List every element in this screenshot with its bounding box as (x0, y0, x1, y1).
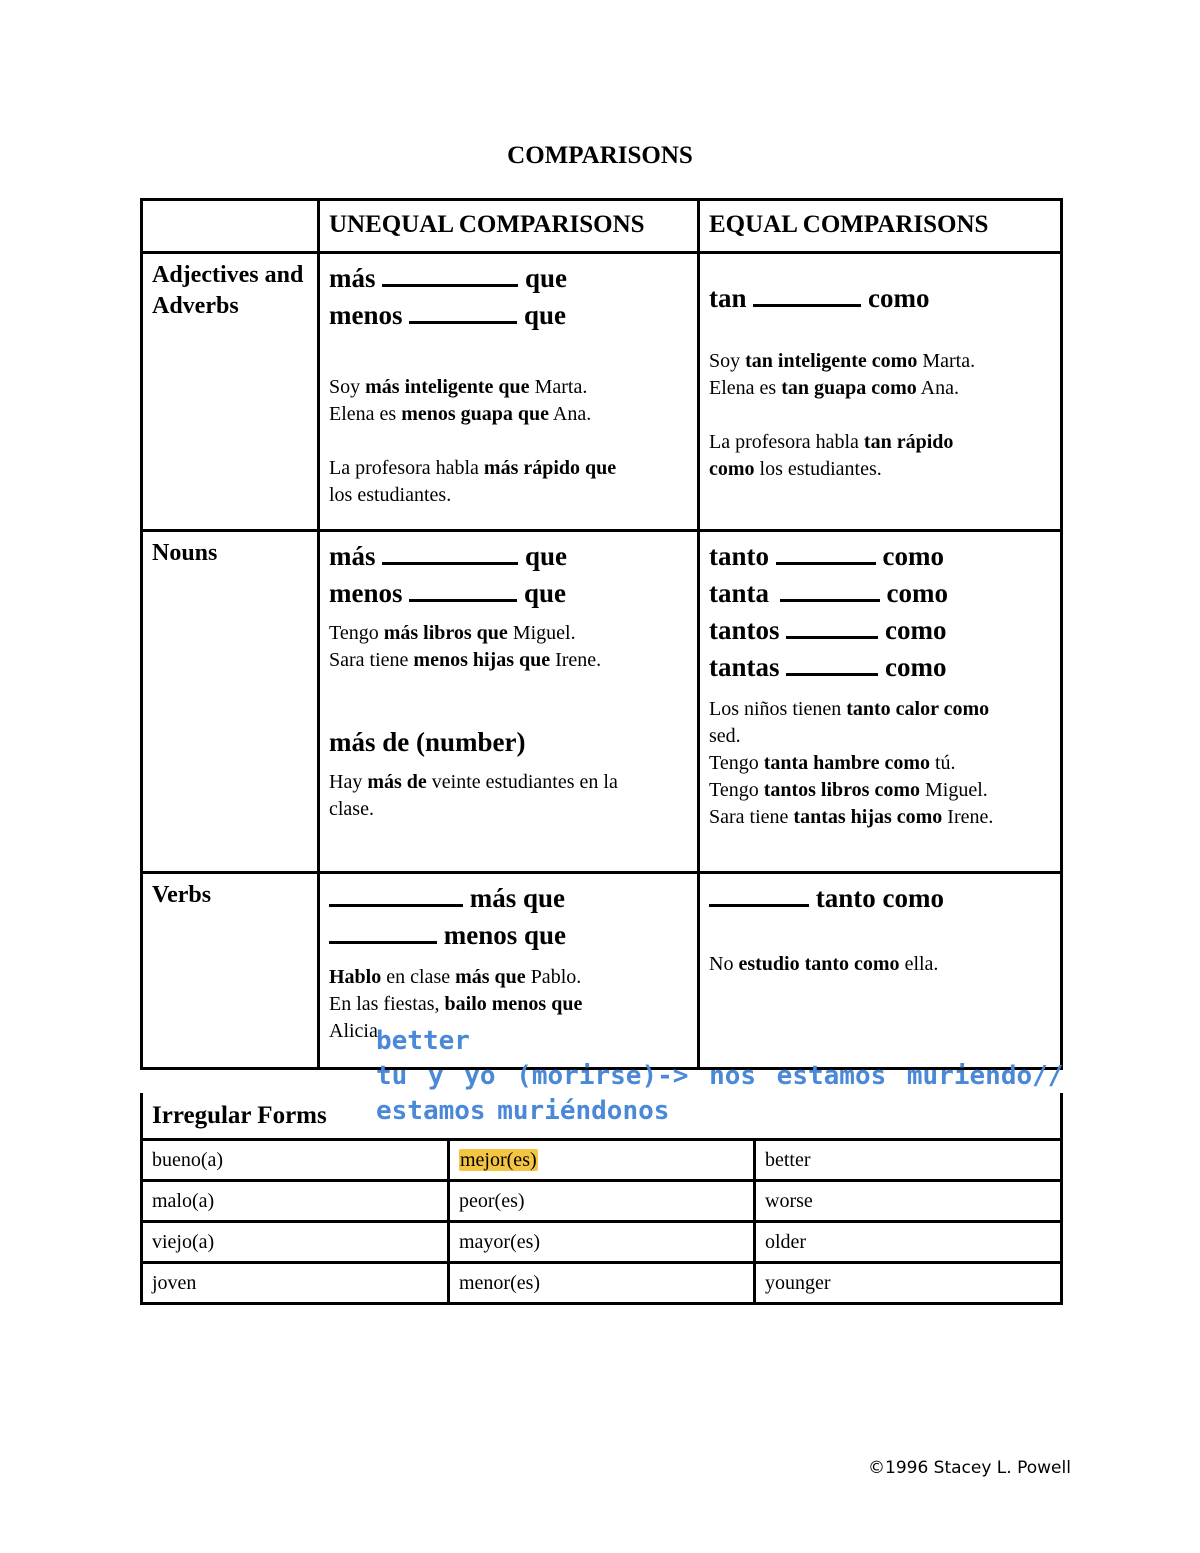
example-line (709, 375, 1051, 402)
pattern-mas-de: más de (number) (329, 727, 526, 757)
example-line (329, 401, 688, 428)
blank-line (382, 263, 518, 287)
pattern-line (709, 880, 1051, 917)
example-line (709, 723, 1051, 750)
example-text: clase. (329, 798, 374, 820)
handwritten-note-line2: tu y yo (morirse)-> nos estamos muriendo// (376, 1061, 1064, 1091)
pattern-word: menos (329, 578, 403, 608)
example-line (709, 348, 1051, 375)
table-cell: younger (755, 1263, 1062, 1304)
pattern-word: más que (469, 883, 566, 913)
example-text: Hay (329, 771, 368, 793)
example-line (329, 374, 688, 401)
pattern-word: como (882, 541, 944, 571)
example-bold-text: más libros que (383, 622, 508, 644)
row-label-verbs: Verbs (142, 873, 319, 1069)
example-text: Soy (329, 376, 366, 398)
cell-verbs-equal (699, 873, 1062, 1069)
example-bold-text: bailo menos que (444, 993, 583, 1015)
handwritten-note-line3: estamos muriéndonos (376, 1096, 670, 1126)
pattern-line (329, 260, 688, 297)
example-bold-text: más rápido que (483, 457, 617, 479)
example-text: En las fiestas, (329, 993, 445, 1015)
table-row (142, 1140, 1062, 1181)
pattern-word: tan (709, 283, 747, 313)
cell-adjectives-equal (699, 253, 1062, 531)
example-text: Miguel. (920, 779, 988, 801)
header-empty-cell (142, 200, 319, 253)
table-cell: malo(a) (142, 1181, 449, 1222)
example-bold-text: tan inteligente como (745, 350, 918, 372)
example-bold-text: menos guapa que (401, 403, 549, 425)
page-title: COMPARISONS (507, 142, 693, 169)
table-cell: worse (755, 1181, 1062, 1222)
example-text: Ana. (549, 403, 592, 425)
pattern-word: como (868, 283, 930, 313)
table-row (142, 1181, 1062, 1222)
example-text: Elena es (709, 377, 782, 399)
examples (709, 348, 1051, 483)
row-verbs (142, 873, 1062, 1069)
table-cell: better (755, 1140, 1062, 1181)
pattern-line (709, 280, 1051, 317)
example-bold-text: tanta hambre como (763, 752, 930, 774)
cell-nouns-unequal (319, 531, 699, 873)
copyright: ©1996 Stacey L. Powell (868, 1458, 1071, 1478)
example-text: ella. (899, 953, 939, 975)
header-equal: EQUAL COMPARISONS (699, 200, 1062, 253)
example-text: Sara tiene (709, 806, 794, 828)
examples (329, 374, 688, 509)
example-bold-text: menos hijas que (413, 649, 551, 671)
table-cell: viejo(a) (142, 1222, 449, 1263)
example-text: veinte estudiantes en la (426, 771, 618, 793)
example-text: Miguel. (507, 622, 576, 644)
example-text: los estudiantes. (754, 458, 882, 480)
example-line (329, 964, 688, 991)
header-row (142, 200, 1062, 253)
example-line (329, 769, 688, 796)
example-line (329, 428, 688, 455)
example-bold-text: tan guapa como (781, 377, 917, 399)
pattern-word: que (525, 263, 568, 293)
table-cell: peor(es) (449, 1181, 755, 1222)
pattern-word: más (329, 263, 376, 293)
example-bold-text: como (709, 458, 755, 480)
examples (709, 696, 1051, 831)
example-text: Ana. (916, 377, 959, 399)
blank-line (382, 541, 518, 565)
example-bold-text: Hablo (329, 966, 382, 988)
row-label-nouns: Nouns (142, 531, 319, 873)
example-line (329, 991, 688, 1018)
blank-line (409, 578, 517, 602)
handwritten-note-better: better (376, 1026, 470, 1056)
example-text: Tengo (709, 752, 764, 774)
pattern-line (329, 880, 688, 917)
example-line (329, 455, 688, 482)
examples (329, 620, 688, 674)
pattern-line (709, 612, 1051, 649)
example-line (709, 804, 1051, 831)
example-text: sed. (709, 725, 741, 747)
row-label-adjectives: Adjectives and Adverbs (142, 253, 319, 531)
example-text: No (709, 953, 739, 975)
example-text: Tengo (329, 622, 384, 644)
example-text: Marta. (917, 350, 976, 372)
row-adjectives (142, 253, 1062, 531)
example-bold-text: tantas hijas como (793, 806, 943, 828)
example-bold-text: tan rápido (863, 431, 954, 453)
example-text: Los niños tienen (709, 698, 847, 720)
example-text: Irene. (550, 649, 602, 671)
example-line (709, 750, 1051, 777)
pattern-word: más (329, 541, 376, 571)
blank-line (776, 541, 876, 565)
table-cell: bueno(a) (142, 1140, 449, 1181)
example-text: Alicia. (329, 1020, 383, 1042)
example-line (329, 796, 688, 823)
examples (709, 951, 1051, 978)
example-line (709, 456, 1051, 483)
highlighted-text: mejor(es) (460, 1148, 537, 1171)
example-text: Irene. (942, 806, 994, 828)
example-line (709, 951, 1051, 978)
example-line (709, 777, 1051, 804)
example-text: Soy (709, 350, 746, 372)
pattern-word: menos (329, 300, 403, 330)
pattern-word: que (525, 541, 568, 571)
table-cell: menor(es) (449, 1263, 755, 1304)
example-line (709, 402, 1051, 429)
row-nouns (142, 531, 1062, 873)
example-line (329, 647, 688, 674)
example-bold-text: tantos libros como (763, 779, 921, 801)
pattern-word: que (524, 578, 567, 608)
table-cell: older (755, 1222, 1062, 1263)
example-bold-text: tanto calor como (846, 698, 990, 720)
irregular-title: Irregular Forms (142, 1093, 1062, 1140)
example-text: Marta. (529, 376, 588, 398)
table-cell: mayor(es) (449, 1222, 755, 1263)
blank-line (786, 652, 878, 676)
example-bold-text: más inteligente que (365, 376, 530, 398)
pattern-line (329, 538, 688, 575)
pattern-line (709, 538, 1051, 575)
pattern-word: como (885, 652, 947, 682)
example-bold-text: más que (455, 966, 526, 988)
pattern-word: tanto (709, 541, 769, 571)
table-cell: joven (142, 1263, 449, 1304)
table-cell (449, 1140, 755, 1181)
pattern-line (329, 575, 688, 612)
comparisons-table (140, 198, 1063, 1070)
example-text: La profesora habla (709, 431, 864, 453)
header-unequal: UNEQUAL COMPARISONS (319, 200, 699, 253)
examples (329, 769, 688, 823)
pattern-word: tanta (709, 578, 769, 608)
pattern-line (329, 917, 688, 954)
pattern-word: tantas (709, 652, 780, 682)
pattern-line (329, 297, 688, 334)
example-line (709, 696, 1051, 723)
example-text: Pablo. (525, 966, 582, 988)
table-row (142, 1222, 1062, 1263)
example-line (329, 482, 688, 509)
example-line (709, 429, 1051, 456)
pattern-line (709, 649, 1051, 686)
blank-line (329, 920, 437, 944)
pattern-word: como (886, 578, 948, 608)
pattern-word: menos que (443, 920, 567, 950)
example-text: La profesora habla (329, 457, 484, 479)
example-text: Elena es (329, 403, 402, 425)
blank-line (780, 578, 880, 602)
example-line (329, 620, 688, 647)
example-bold-text: estudio tanto como (738, 953, 900, 975)
example-bold-text: más de (367, 771, 427, 793)
pattern-word: como (885, 615, 947, 645)
example-text: tú. (929, 752, 956, 774)
blank-line (409, 300, 517, 324)
cell-adjectives-unequal (319, 253, 699, 531)
blank-line (709, 883, 809, 907)
blank-line (753, 283, 861, 307)
blank-line (786, 615, 878, 639)
blank-line (329, 883, 463, 907)
pattern-word: tantos (709, 615, 780, 645)
example-text: Tengo (709, 779, 764, 801)
cell-nouns-equal (699, 531, 1062, 873)
pattern-word: tanto como (815, 883, 944, 913)
example-text: Sara tiene (329, 649, 414, 671)
table-row (142, 1263, 1062, 1304)
example-text: en clase (381, 966, 456, 988)
example-text: los estudiantes. (329, 484, 452, 506)
pattern-word: que (524, 300, 567, 330)
pattern-line (709, 575, 1051, 612)
